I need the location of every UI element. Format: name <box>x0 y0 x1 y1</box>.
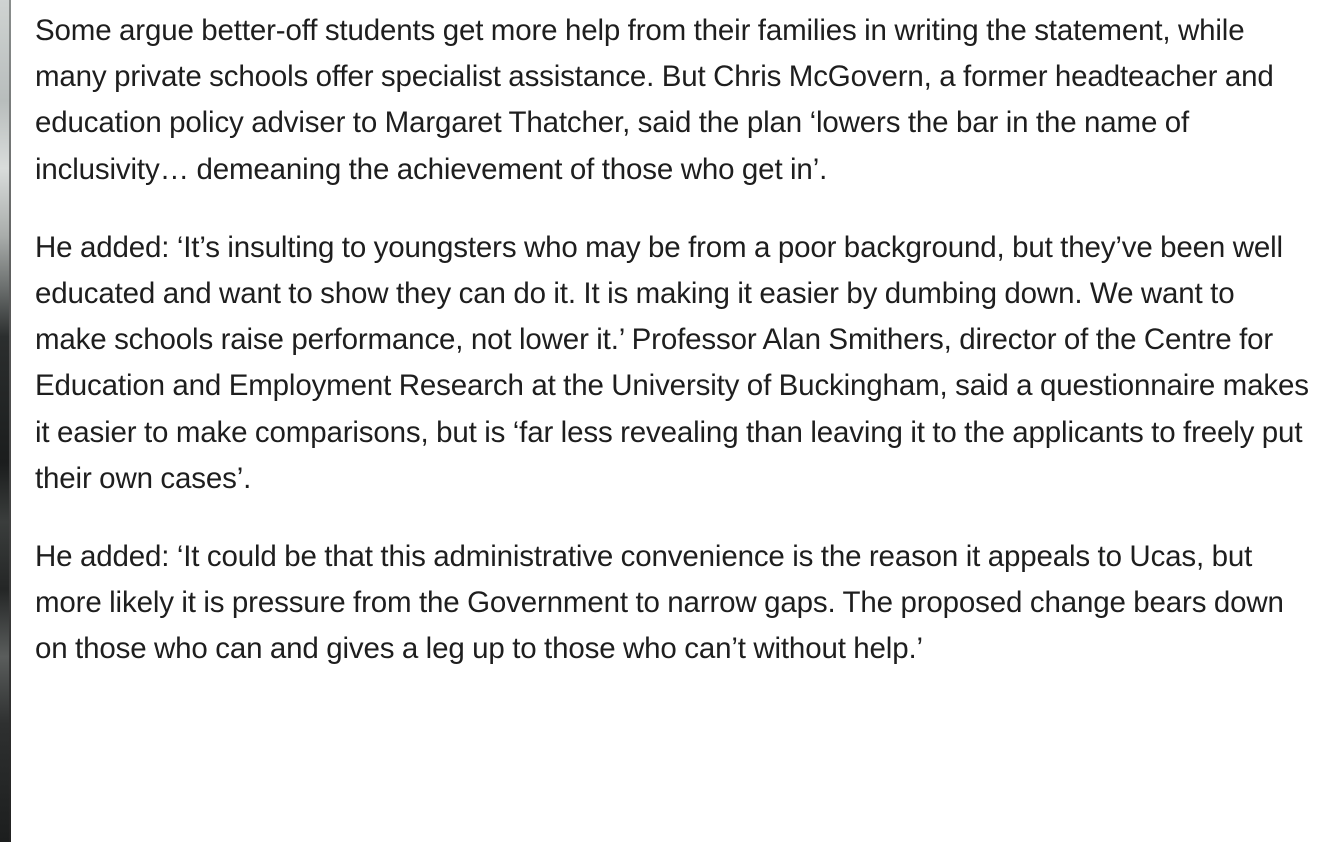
article-body <box>35 8 1311 673</box>
edge-photo-fragment <box>0 0 11 842</box>
article-paragraph-1: Some argue better-off students get more help from their families in writing the statement, while many private schools offer specialist assistance. But Chris McGovern, a former headteacher and education policy adviser to Margaret Thatcher, said the plan ‘lowers the bar in the name of inclusivity… demeaning the achievement of those who get in’. <box>35 14 1274 186</box>
article-paragraph-2: He added: ‘It’s insulting to youngsters who may be from a poor background, but they’ve been well educated and want to show they can do it. It is making it easier by dumbing down. We want to make schools raise performance, not lower it.’ Professor Alan Smithers, director of the Centre for Education and Employment Research at the University of Buckingham, said a questionnaire makes it easier to make comparisons, but is ‘far less revealing than leaving it to the applicants to freely put their own cases’. <box>35 230 1309 495</box>
article-paragraph-3: He added: ‘It could be that this administrative convenience is the reason it appeals to Ucas, but more likely it is pressure from the Government to narrow gaps. The proposed change bears down on those who can and gives a leg up to those who can’t without help.’ <box>35 540 1284 666</box>
